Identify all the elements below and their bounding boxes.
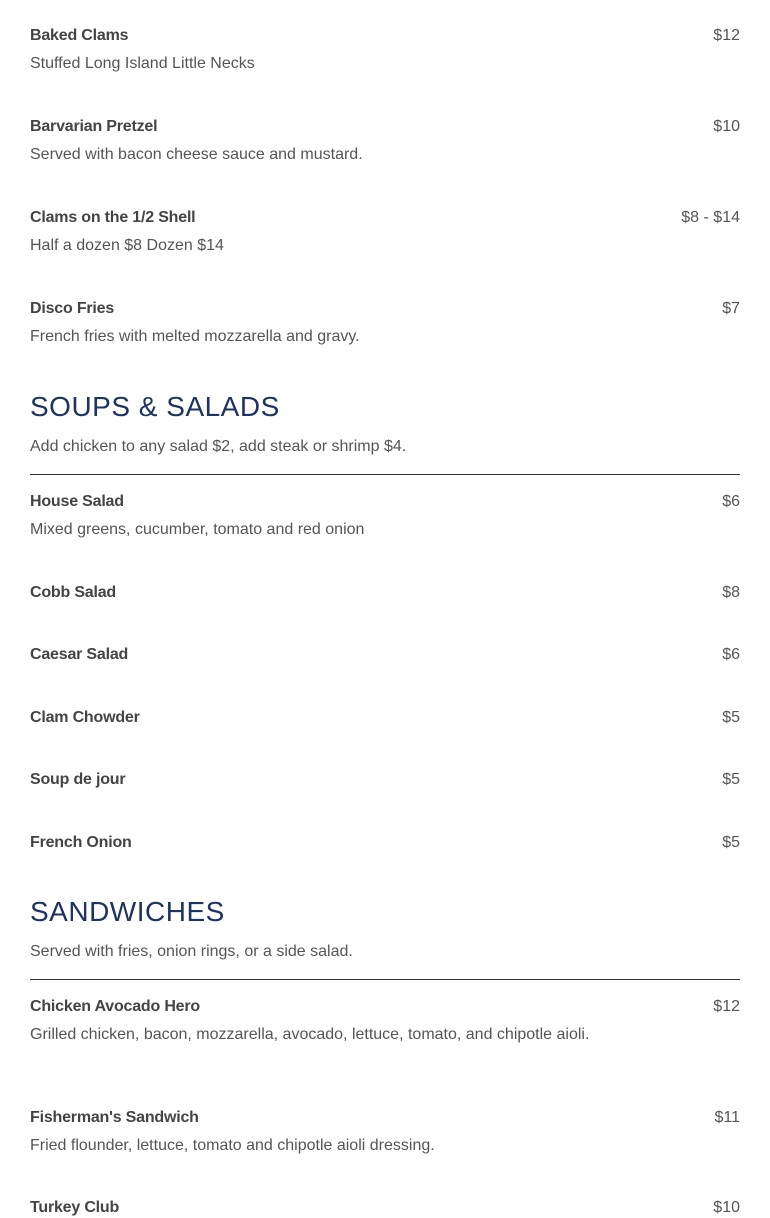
item-name: Clam Chowder — [30, 709, 140, 726]
item-name: Chicken Avocado Hero — [30, 998, 200, 1015]
item-price: $7 — [722, 300, 740, 317]
item-name: Baked Clams — [30, 27, 129, 44]
section-divider — [30, 979, 740, 980]
item-description: Stuffed Long Island Little Necks — [30, 55, 255, 72]
item-name: Soup de jour — [30, 771, 126, 788]
item-name: House Salad — [30, 493, 124, 510]
item-name: Clams on the 1/2 Shell — [30, 209, 196, 226]
item-name: Barvarian Pretzel — [30, 118, 158, 135]
item-price: $6 — [722, 493, 740, 510]
item-price: $10 — [713, 1199, 740, 1216]
item-price: $8 — [722, 584, 740, 601]
item-description: Served with bacon cheese sauce and mustard. — [30, 146, 363, 163]
item-price: $5 — [722, 709, 740, 726]
section-title-soups-salads: SOUPS & SALADS — [30, 391, 280, 422]
item-name: Caesar Salad — [30, 646, 129, 663]
item-description: Mixed greens, cucumber, tomato and red onion — [30, 521, 365, 538]
item-price: $12 — [713, 998, 740, 1015]
item-price: $11 — [714, 1109, 740, 1126]
item-price: $8 - $14 — [681, 209, 740, 226]
item-price: $5 — [722, 771, 740, 788]
item-name: Cobb Salad — [30, 584, 117, 601]
item-description: Grilled chicken, bacon, mozzarella, avocado, lettuce, tomato, and chipotle aioli. — [30, 1026, 590, 1043]
item-price: $6 — [722, 646, 740, 663]
item-price: $10 — [713, 118, 740, 135]
item-description: Half a dozen $8 Dozen $14 — [30, 237, 224, 254]
item-price: $5 — [722, 834, 740, 851]
item-name: Disco Fries — [30, 300, 115, 317]
item-description: French fries with melted mozzarella and gravy. — [30, 328, 360, 345]
section-note: Served with fries, onion rings, or a side salad. — [30, 943, 353, 960]
item-description: Fried flounder, lettuce, tomato and chipotle aioli dressing. — [30, 1137, 435, 1154]
section-divider — [30, 474, 740, 475]
item-price: $12 — [713, 27, 740, 44]
item-name: Turkey Club — [30, 1199, 120, 1216]
item-name: Fisherman's Sandwich — [30, 1109, 199, 1126]
section-title-sandwiches: SANDWICHES — [30, 896, 225, 927]
section-note: Add chicken to any salad $2, add steak or shrimp $4. — [30, 438, 407, 455]
item-name: French Onion — [30, 834, 132, 851]
